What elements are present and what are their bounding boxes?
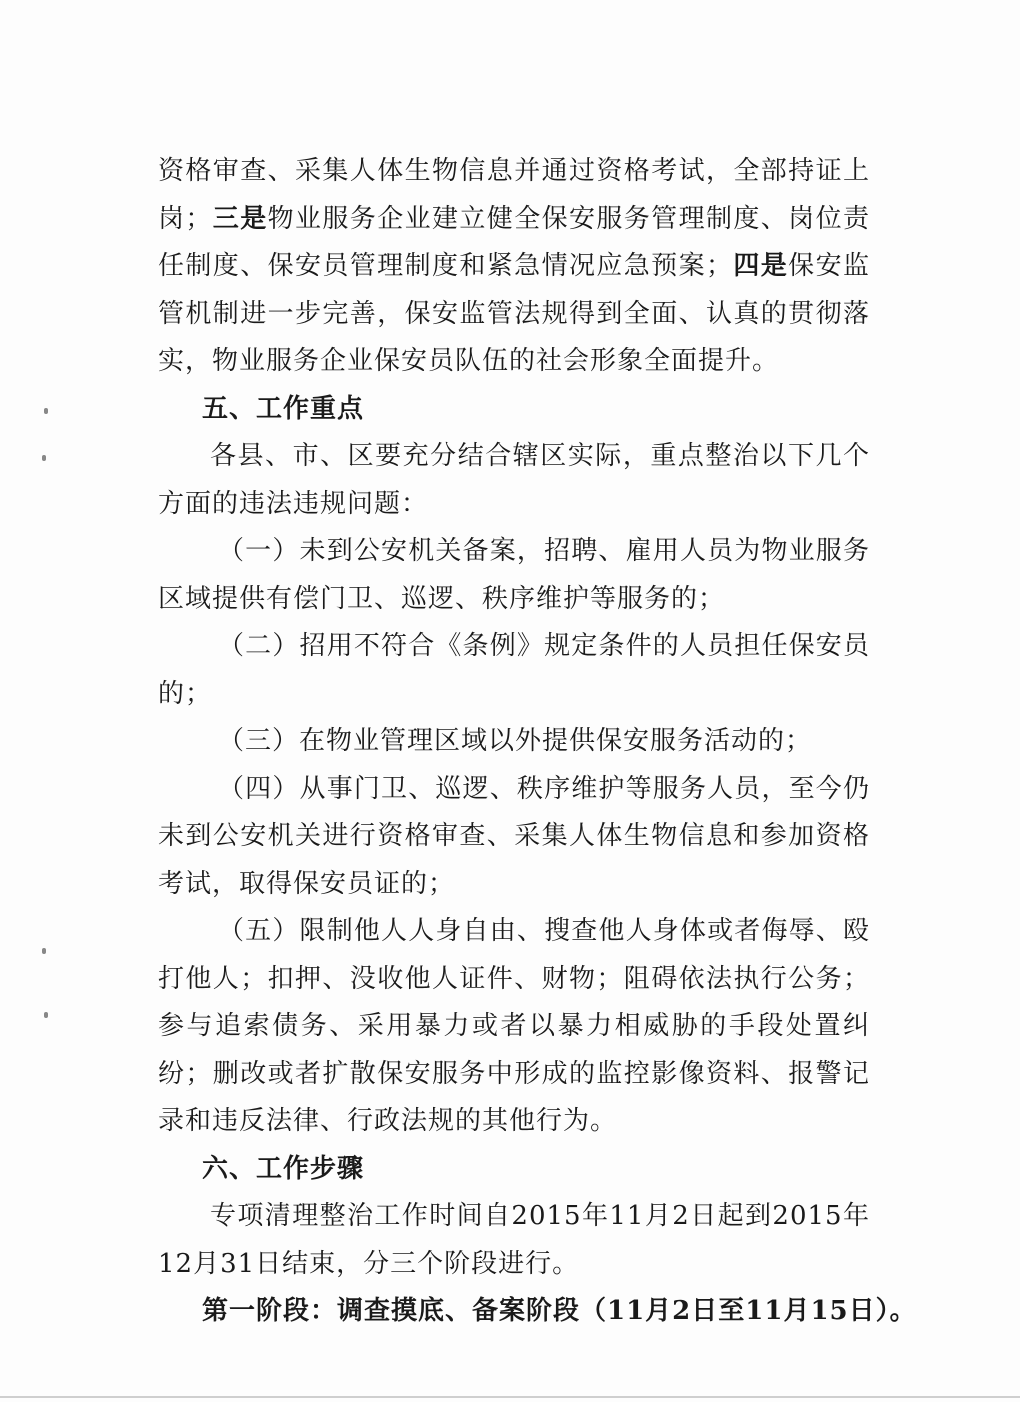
section-five-intro: 各县、市、区要充分结合辖区实际，重点整治以下几个方面的违法违规问题： — [158, 441, 870, 519]
focus-item-2: （二）招用不符合《条例》规定条件的人员担任保安员的； — [158, 631, 870, 709]
focus-item-1: （一）未到公安机关备案，招聘、雇用人员为物业服务区域提供有偿门卫、巡逻、秩序维护等服务的； — [158, 536, 870, 614]
focus-item-4: （四）从事门卫、巡逻、秩序维护等服务人员，至今仍未到公安机关进行资格审查、采集人体生物信息和参加资格考试，取得保安员证的； — [158, 773, 870, 899]
point-four-label: 四是 — [732, 251, 789, 281]
scan-bottom-edge — [0, 1396, 1020, 1398]
paragraph-goals-line1: 资格审查、采集人体生物信息并通过资格考试，全部持证上岗； — [158, 156, 870, 234]
focus-item-3: （三）在物业管理区域以外提供保安服务活动的； — [218, 726, 813, 756]
scan-speck — [42, 455, 46, 461]
paragraph-goals — [158, 148, 870, 386]
point-three-text: 物业服务企业建立健全保安服务管理制度、岗位责任制度、保安员管理制度和紧急情况应急预案； — [158, 203, 870, 281]
point-four-text: 保安监管机制进一步完善，保安监管法规得到全面、认真的贯彻落实，物业服务企业保安员队伍的社会形象全面提升。 — [158, 251, 870, 376]
section-six-intro: 专项清理整治工作时间自2015年11月2日起到2015年12月31日结束，分三个阶段进行。 — [158, 1201, 870, 1279]
scan-speck — [44, 1012, 48, 1018]
scan-speck — [42, 948, 46, 954]
point-three-label: 三是 — [212, 203, 268, 234]
section-five-heading: 五、工作重点 — [202, 393, 365, 424]
section-six-heading: 六、工作步骤 — [202, 1153, 365, 1184]
focus-item-5: （五）限制他人人身自由、搜查他人身体或者侮辱、殴打他人；扣押、没收他人证件、财物；阻碍依法执行公务；参与追索债务、采用暴力或者以暴力相威胁的手段处置纠纷；删改或者扩散保安服务中形成的监控影像资料、报警记录和违反法律、行政法规的其他行为。 — [158, 916, 870, 1136]
document-body — [158, 148, 917, 1336]
phase-one-title: 第一阶段：调查摸底、备案阶段（11月2日至11月15日）。 — [202, 1296, 917, 1326]
scan-speck — [44, 408, 48, 414]
